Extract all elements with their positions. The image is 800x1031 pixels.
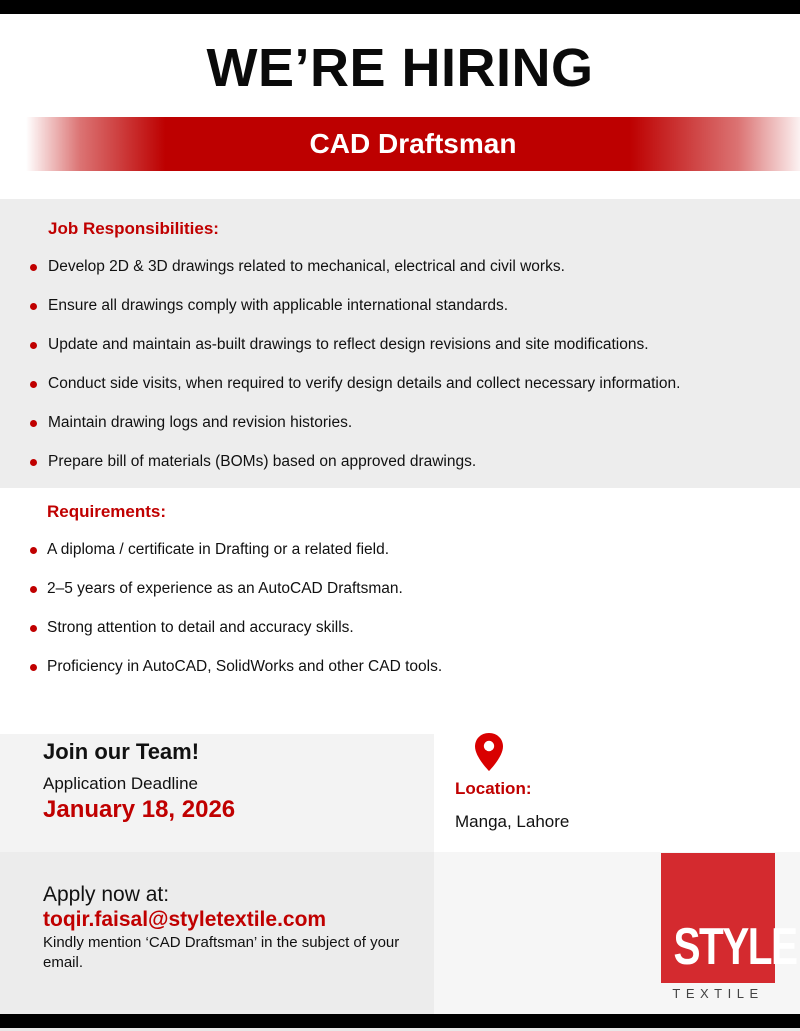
deadline-date: January 18, 2026 [43,796,236,823]
join-title: Join our Team! [43,739,200,764]
responsibilities-heading: Job Responsibilities: [48,219,219,238]
deadline-label: Application Deadline [43,774,198,793]
bullet-icon [30,625,37,632]
bullet-icon [30,459,37,466]
location-value: Manga, Lahore [455,812,570,831]
logo-wordmark: STYLE [673,918,797,976]
bullet-icon [30,342,37,349]
apply-note: Kindly mention ‘CAD Draftsman’ in the subject of your email. [43,934,400,971]
page-title: WE’RE HIRING [206,38,594,98]
bullet-icon [30,303,37,310]
requirements-heading: Requirements: [47,502,167,521]
top-border-bar [0,0,800,14]
bullet-icon [30,586,37,593]
job-title: CAD Draftsman [309,128,517,159]
job-title-banner [26,117,800,171]
apply-email-link[interactable]: toqir.faisal@styletextile.com [43,908,327,931]
location-label: Location: [455,779,532,798]
bullet-icon [30,420,37,427]
bullet-icon [30,547,37,554]
logo-subtext: TEXTILE [672,986,764,1001]
bullet-icon [30,664,37,671]
bullet-icon [30,264,37,271]
bullet-icon [30,381,37,388]
apply-label: Apply now at: [43,883,170,906]
map-pin-icon [474,732,504,772]
